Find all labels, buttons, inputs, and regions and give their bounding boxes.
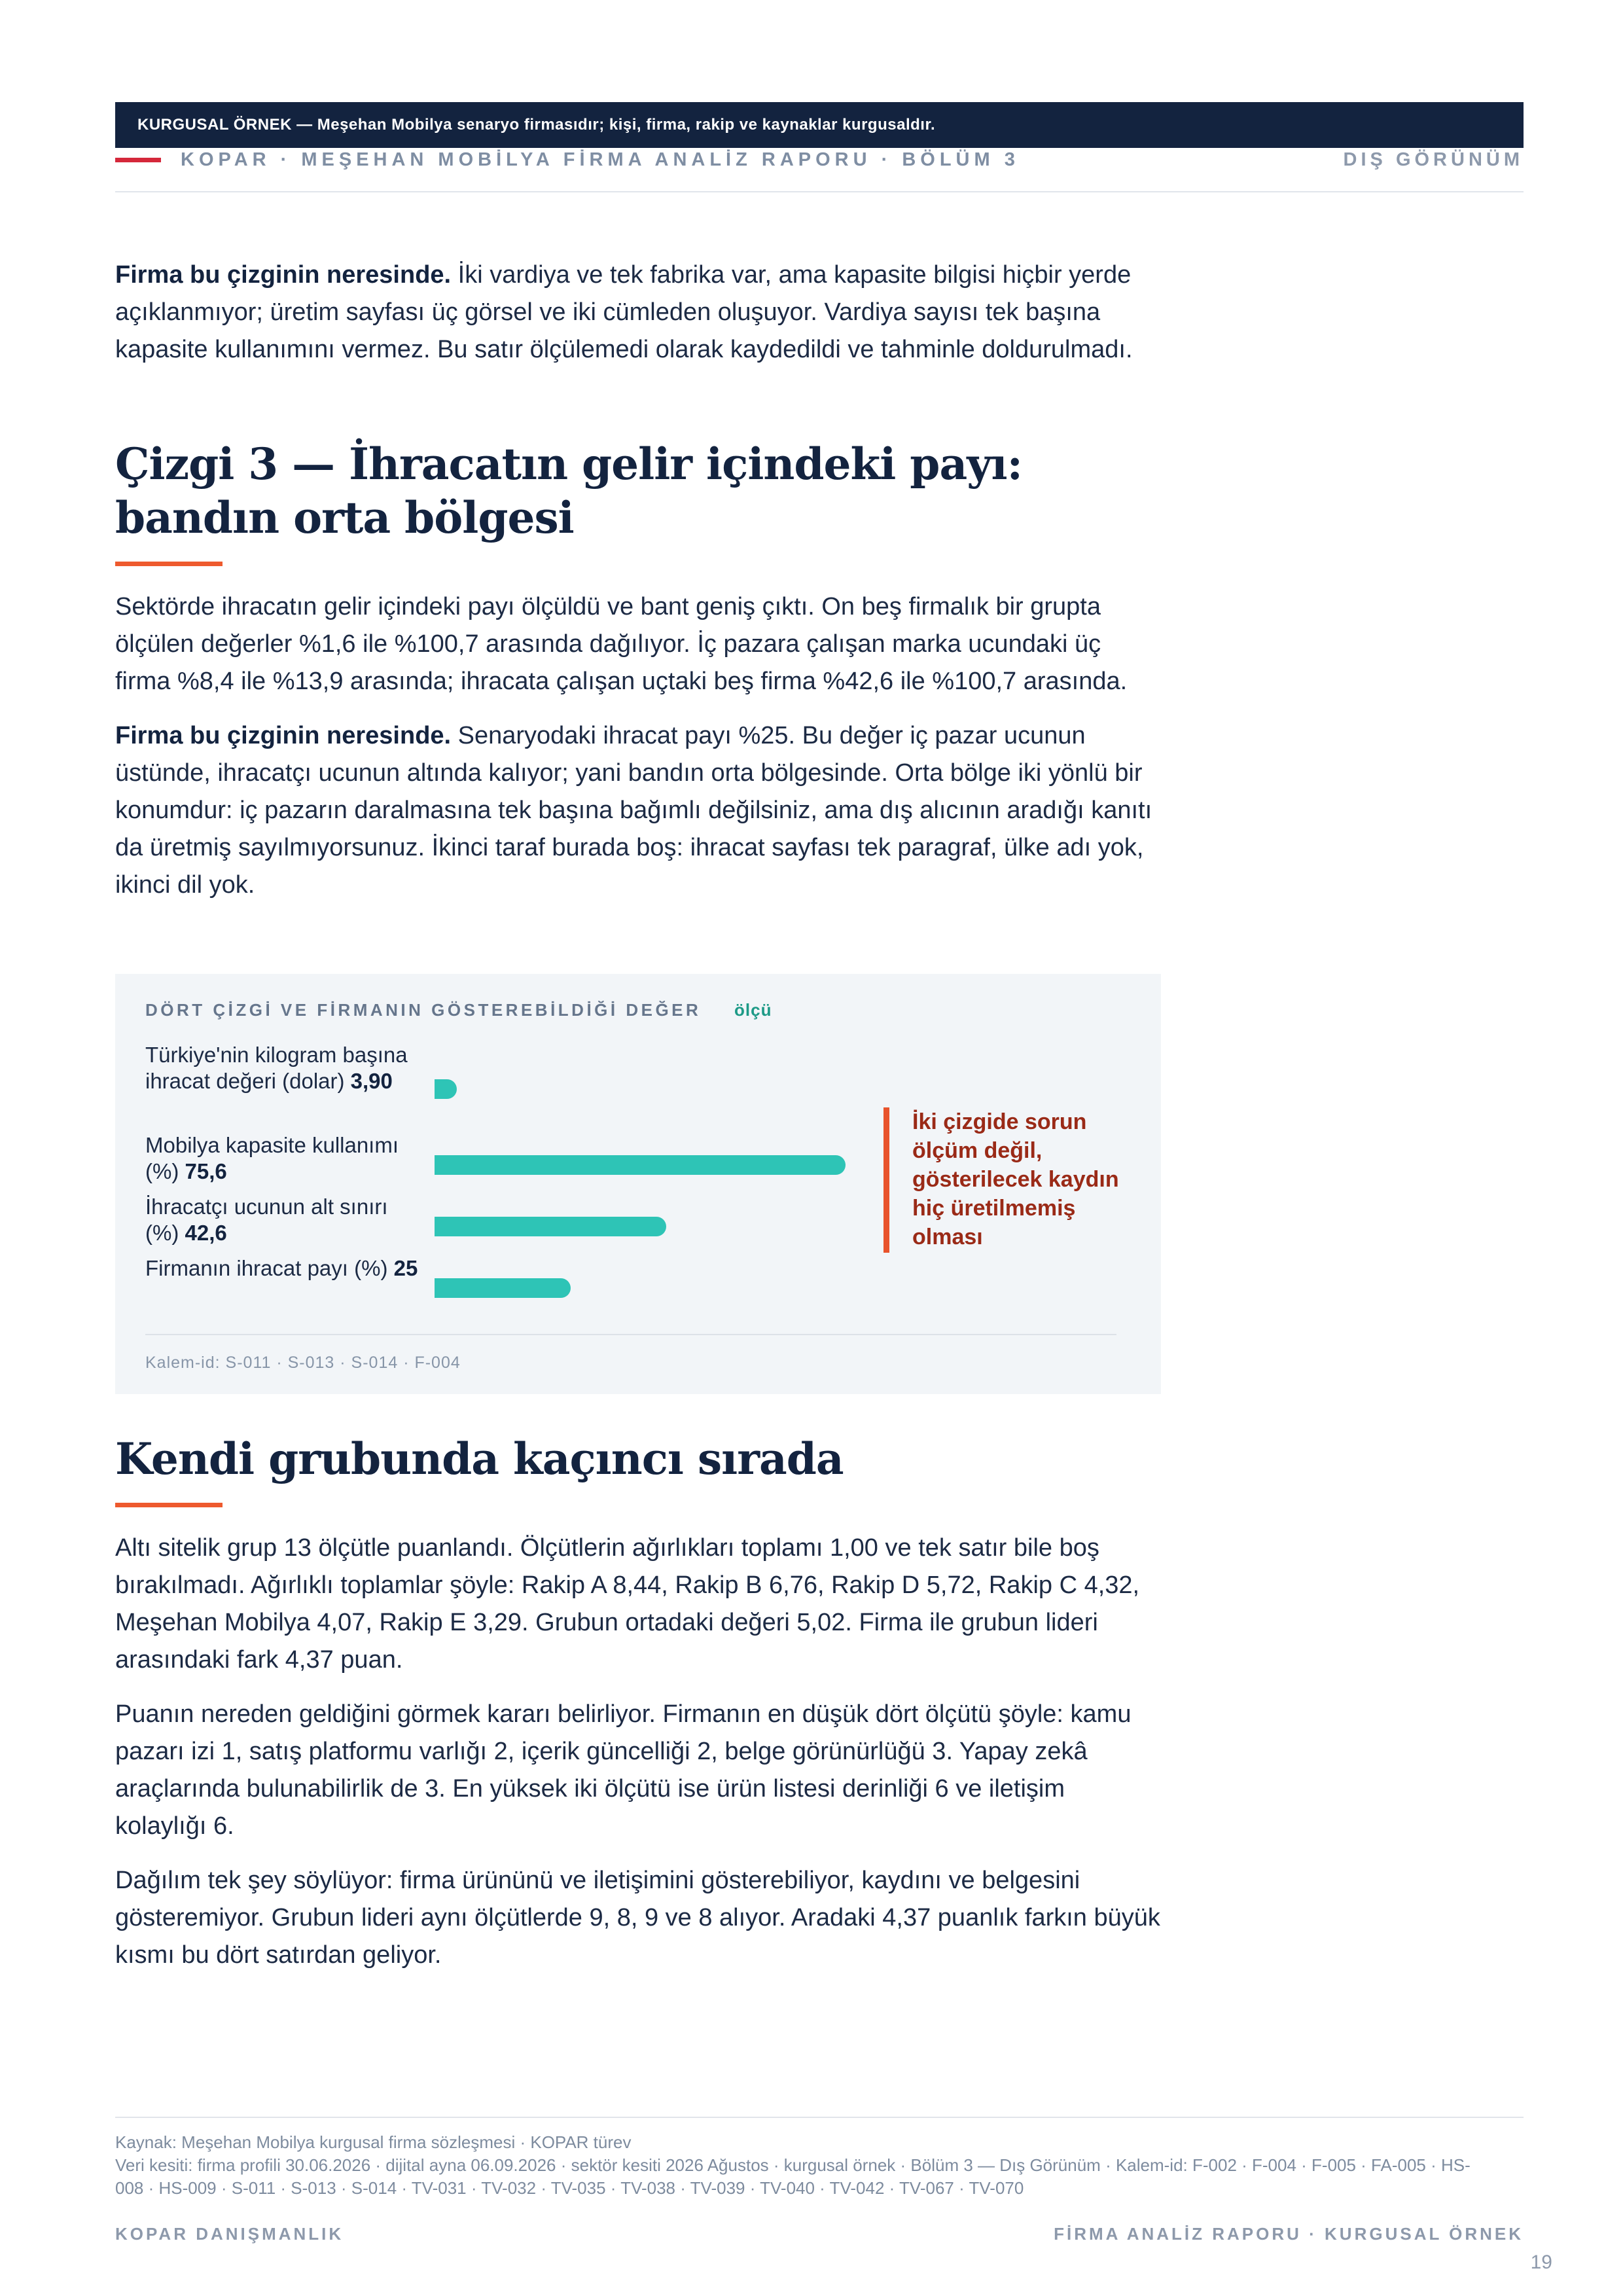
footer-report-name: FİRMA ANALİZ RAPORU · KURGUSAL ÖRNEK (1054, 2224, 1524, 2244)
section-heading-rank: Kendi grubunda kaçıncı sırada (115, 1433, 844, 1484)
chart-title: DÖRT ÇİZGİ VE FİRMANIN GÖSTEREBİLDİĞİ DEĞER (145, 1000, 702, 1020)
rank-paragraph-1: Altı sitelik grup 13 ölçütle puanlandı. Ölçütlerin ağırlıkları toplamı 1,00 ve tek satır bile boş bırakılmadı. Ağırlıklı toplamlar şöyle: Rakip A 8,44, Rakip B 6,76, Rakip D 5,72, Rakip C 4,32, Meşehan Mobilya 4,07, Rakip E 3,29. Grubun ortadaki değeri 5,02. Firma ile grubun lideri arasındaki fark 4,37 puan. (115, 1534, 1140, 1674)
category-label: Mobilya kapasite kullanımı (%) (145, 1133, 399, 1183)
value-label: 75,6 (185, 1159, 227, 1183)
four-lines-chart (115, 974, 1161, 1394)
bar-export-value-per-kg (435, 1079, 457, 1099)
category-label: Türkiye'nin kilogram başına ihracat değeri (dolar) (145, 1043, 408, 1093)
value-label: 3,90 (350, 1069, 393, 1093)
running-head-title: KOPAR · MEŞEHAN MOBİLYA FİRMA ANALİZ RAPORU · BÖLÜM 3 (181, 149, 1020, 170)
intro-block (115, 257, 1162, 368)
page-number: 19 (1530, 2251, 1552, 2273)
footer-divider (115, 2117, 1524, 2118)
footer-sources (115, 2131, 1489, 2200)
rank-paragraph-3: Dağılım tek şey söylüyor: firma ürününü ve iletişimini gösterebiliyor, kaydını ve belgesini gösteremiyor. Grubun lideri aynı ölçütlerde 9, 8, 9 ve 8 alıyor. Aradaki 4,37 puanlık farkın büyük kısmı bu dört satırdan geliyor. (115, 1867, 1160, 1969)
chart-row-label (145, 1042, 420, 1094)
bar-firm-export-share (435, 1278, 571, 1298)
chart-row-label (145, 1132, 420, 1185)
value-label: 25 (393, 1256, 418, 1280)
chart-callout: İki çizgide sorun ölçüm değil, gösterilecek kaydın hiç üretilmemiş olması (912, 1109, 1119, 1249)
chart-row-label (145, 1194, 420, 1246)
section-group-rank (115, 1432, 1162, 1974)
chart-row-label (145, 1255, 420, 1282)
value-label: 42,6 (185, 1221, 227, 1245)
category-label: Firmanın ihracat payı (%) (145, 1256, 388, 1280)
export-text: Senaryodaki ihracat payı %25. Bu değer iç pazar ucunun üstünde, ihracatçı ucunun altında kalıyor; yani bandın orta bölgesinde. Orta bölge iki yönlü bir konumdur: iç pazarın daralmasına tek başına bağımlı değilsiniz, ama dış alıcının aradığı kanıtı da üretmiş sayılmıyorsunuz. İkinci taraf burada boş: ihracat sayfası tek paragraf, ülke adı yok, ikinci dil yok. (115, 722, 1152, 899)
section-export-share (115, 437, 1162, 904)
running-head-divider (115, 191, 1524, 192)
intro-lead: Firma bu çizginin neresinde. (115, 261, 452, 289)
export-paragraph-2 (115, 717, 1162, 904)
fiction-banner: KURGUSAL ÖRNEK — Meşehan Mobilya senaryo firmasıdır; kişi, firma, rakip ve kaynaklar kurgusaldır. (115, 102, 1524, 148)
bar-capacity-usage (435, 1155, 846, 1175)
intro-paragraph (115, 257, 1162, 368)
heading-accent (115, 1503, 223, 1507)
footer-data-cut: Veri kesiti: firma profili 30.06.2026 · dijital ayna 06.09.2026 · sektör kesiti 2026 Ağustos · kurgusal örnek · Bölüm 3 — Dış Görünüm · Kalem-id: F-002 · F-004 · F-005 · FA-005 · HS-008 · HS-009 · S-011 · S-013 · S-014 · TV-031 · TV-032 · TV-035 · TV-038 · TV-039 · TV-040 · TV-042 · TV-067 · TV-070 (115, 2155, 1471, 2198)
intro-text: İki vardiya ve tek fabrika var, ama kapasite bilgisi hiçbir yerde açıklanmıyor; üretim sayfası üç görsel ve iki cümleden oluşuyor. Vardiya sayısı tek başına kapasite kullanımını vermez. Bu satır ölçülemedi olarak kaydedildi ve tahminle doldurulmadı. (115, 261, 1133, 363)
export-paragraph-1: Sektörde ihracatın gelir içindeki payı ölçüldü ve bant geniş çıktı. On beş firmalık bir grupta ölçülen değerler %1,6 ile %100,7 arasında dağılıyor. İç pazara çalışan marka ucundaki üç firma %8,4 ile %13,9 arasında; ihracata çalışan uçtaki beş firma %42,6 ile %100,7 arasında. (115, 593, 1128, 695)
chart-divider (145, 1334, 1116, 1335)
running-head-section: DIŞ GÖRÜNÜM (1343, 149, 1524, 170)
heading-accent (115, 562, 223, 566)
rank-paragraph-2: Puanın nereden geldiğini görmek kararı belirliyor. Firmanın en düşük dört ölçütü şöyle: kamu pazarı izi 1, satış platformu varlığı 2, içerik güncelliği 2, belge görünürlüğü 3. Yapay zekâ araçlarında bulunabilirlik de 3. En yüksek iki ölçütü ise ürün listesi derinliği 6 ve iletişim kolaylığı 6. (115, 1700, 1132, 1840)
category-label: İhracatçı ucunun alt sınırı (%) (145, 1194, 388, 1245)
footer-company: KOPAR DANIŞMANLIK (115, 2224, 344, 2244)
footer-source-line: Kaynak: Meşehan Mobilya kurgusal firma sözleşmesi · KOPAR türev (115, 2132, 632, 2152)
section-heading-export: Çizgi 3 — İhracatın gelir içindeki payı: bandın orta bölgesi (115, 439, 1022, 543)
export-lead: Firma bu çizginin neresinde. (115, 722, 452, 749)
callout-accent (883, 1107, 889, 1253)
running-head-accent (115, 158, 161, 162)
chart-measure-tag: ölçü (734, 1000, 772, 1020)
chart-item-ids: Kalem-id: S-011 · S-013 · S-014 · F-004 (145, 1354, 461, 1372)
bar-exporter-lower-bound (435, 1217, 666, 1236)
